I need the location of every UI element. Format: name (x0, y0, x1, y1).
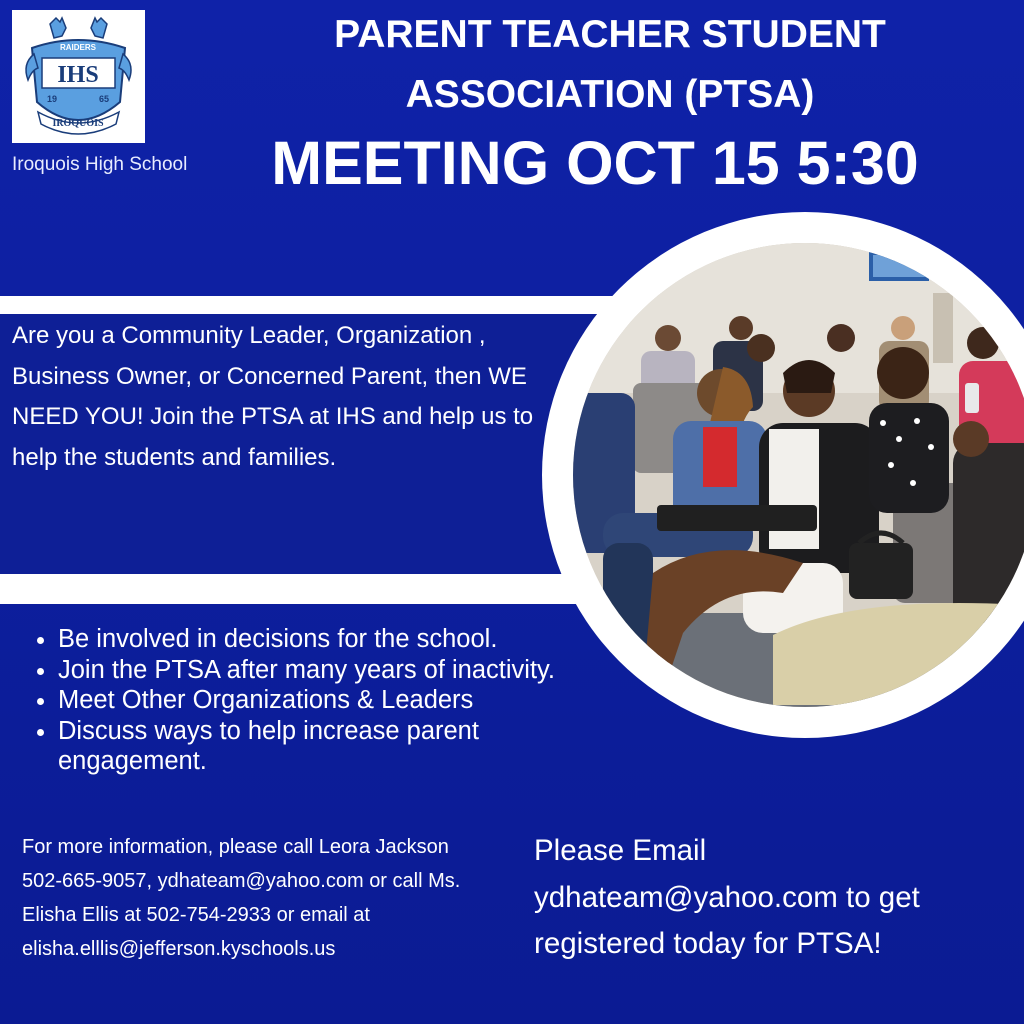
list-item: • Join the PTSA after many years of inactivity. (58, 655, 598, 686)
meeting-date-heading: MEETING OCT 15 5:30 (271, 129, 919, 197)
page-title-line1: PARENT TEACHER STUDENT (334, 13, 886, 56)
audience-photo-image (573, 243, 1024, 707)
contact-info: For more information, please call Leora Jackson 502-665-9057, ydhateam@yahoo.com or call Ms. Elisha Ellis at 502-754-2933 or email at elisha.elllis@jefferson.kyschools.us (22, 836, 461, 960)
intro-text: Are you a Community Leader, Organization , Business Owner, or Concerned Parent, then WE NEED YOU! Join the PTSA at IHS and help us to help the students and families. (12, 322, 534, 471)
svg-text:IHS: IHS (57, 62, 99, 88)
page-title-line2: ASSOCIATION (PTSA) (405, 73, 815, 116)
svg-text:19: 19 (46, 94, 58, 104)
svg-text:RAIDERS: RAIDERS (59, 43, 97, 52)
list-item: • Discuss ways to help increase parent engagement. (58, 716, 598, 777)
meeting-photo (573, 243, 1024, 707)
school-crest-image (12, 10, 145, 143)
list-item: • Meet Other Organizations & Leaders (58, 685, 598, 716)
email-call-to-action: Please Email ydhateam@yahoo.com to get registered today for PTSA! (534, 834, 920, 960)
benefits-list (22, 624, 598, 777)
svg-text:IROQUOIS: IROQUOIS (52, 118, 104, 129)
svg-text:65: 65 (98, 94, 110, 104)
list-item: • Be involved in decisions for the school. (58, 624, 598, 655)
school-logo (12, 10, 145, 143)
school-name: Iroquois High School (12, 154, 188, 175)
